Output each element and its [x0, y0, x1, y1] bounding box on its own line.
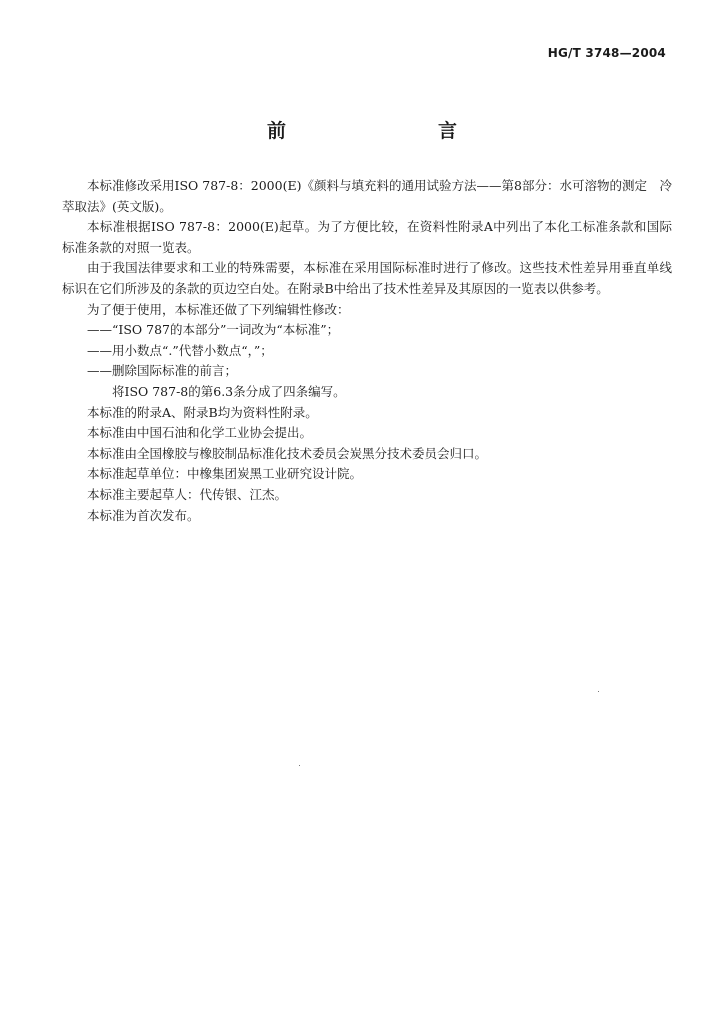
paragraph-first-release: 本标准为首次发布。 [87, 507, 200, 523]
list-item-editorial-4: 将ISO 787-8的第6.3条分成了四条编写。 [112, 383, 346, 399]
paragraph-technical-differences: 由于我国法律要求和工业的特殊需要，本标准在采用国际标准时进行了修改。这些技术性差异用垂直单线标识在它们所涉及的条款的页边空白处。在附录B中给出了技术性差异及其原因的一览表以供参考。 [62, 260, 672, 296]
scan-speck [598, 691, 599, 692]
paragraph-drafting-basis: 本标准根据ISO 787-8：2000(E)起草。为了方便比较，在资料性附录A中列出了本化工标准条款和国际标准条款的对照一览表。 [62, 219, 672, 255]
list-item-editorial-1: ——“ISO 787的本部分”一词改为“本标准”； [87, 322, 340, 338]
paragraph-committee: 本标准由全国橡胶与橡胶制品标准化技术委员会炭黑分技术委员会归口。 [87, 445, 488, 461]
paragraph-annexes: 本标准的附录A、附录B均为资料性附录。 [87, 404, 318, 420]
paragraph-proposer: 本标准由中国石油和化学工业协会提出。 [87, 425, 313, 441]
paragraph-editorial-intro: 为了便于使用，本标准还做了下列编辑性修改： [87, 301, 350, 317]
paragraph-adoption: 本标准修改采用ISO 787-8：2000(E)《颜料与填充料的通用试验方法——第8部分：水可溶物的测定 冷萃取法》(英文版)。 [62, 178, 672, 214]
scan-speck [299, 765, 300, 766]
list-item-editorial-2: ——用小数点“.”代替小数点“，”； [87, 342, 273, 358]
list-item-editorial-3: ——删除国际标准的前言； [87, 363, 238, 379]
standard-code: HG/T 3748—2004 [547, 46, 666, 60]
paragraph-drafting-unit: 本标准起草单位：中橡集团炭黑工业研究设计院。 [87, 466, 363, 482]
foreword-body [62, 176, 672, 526]
paragraph-drafters: 本标准主要起草人：代传银、江杰。 [87, 486, 288, 502]
page-title: 前 言 [266, 120, 495, 142]
